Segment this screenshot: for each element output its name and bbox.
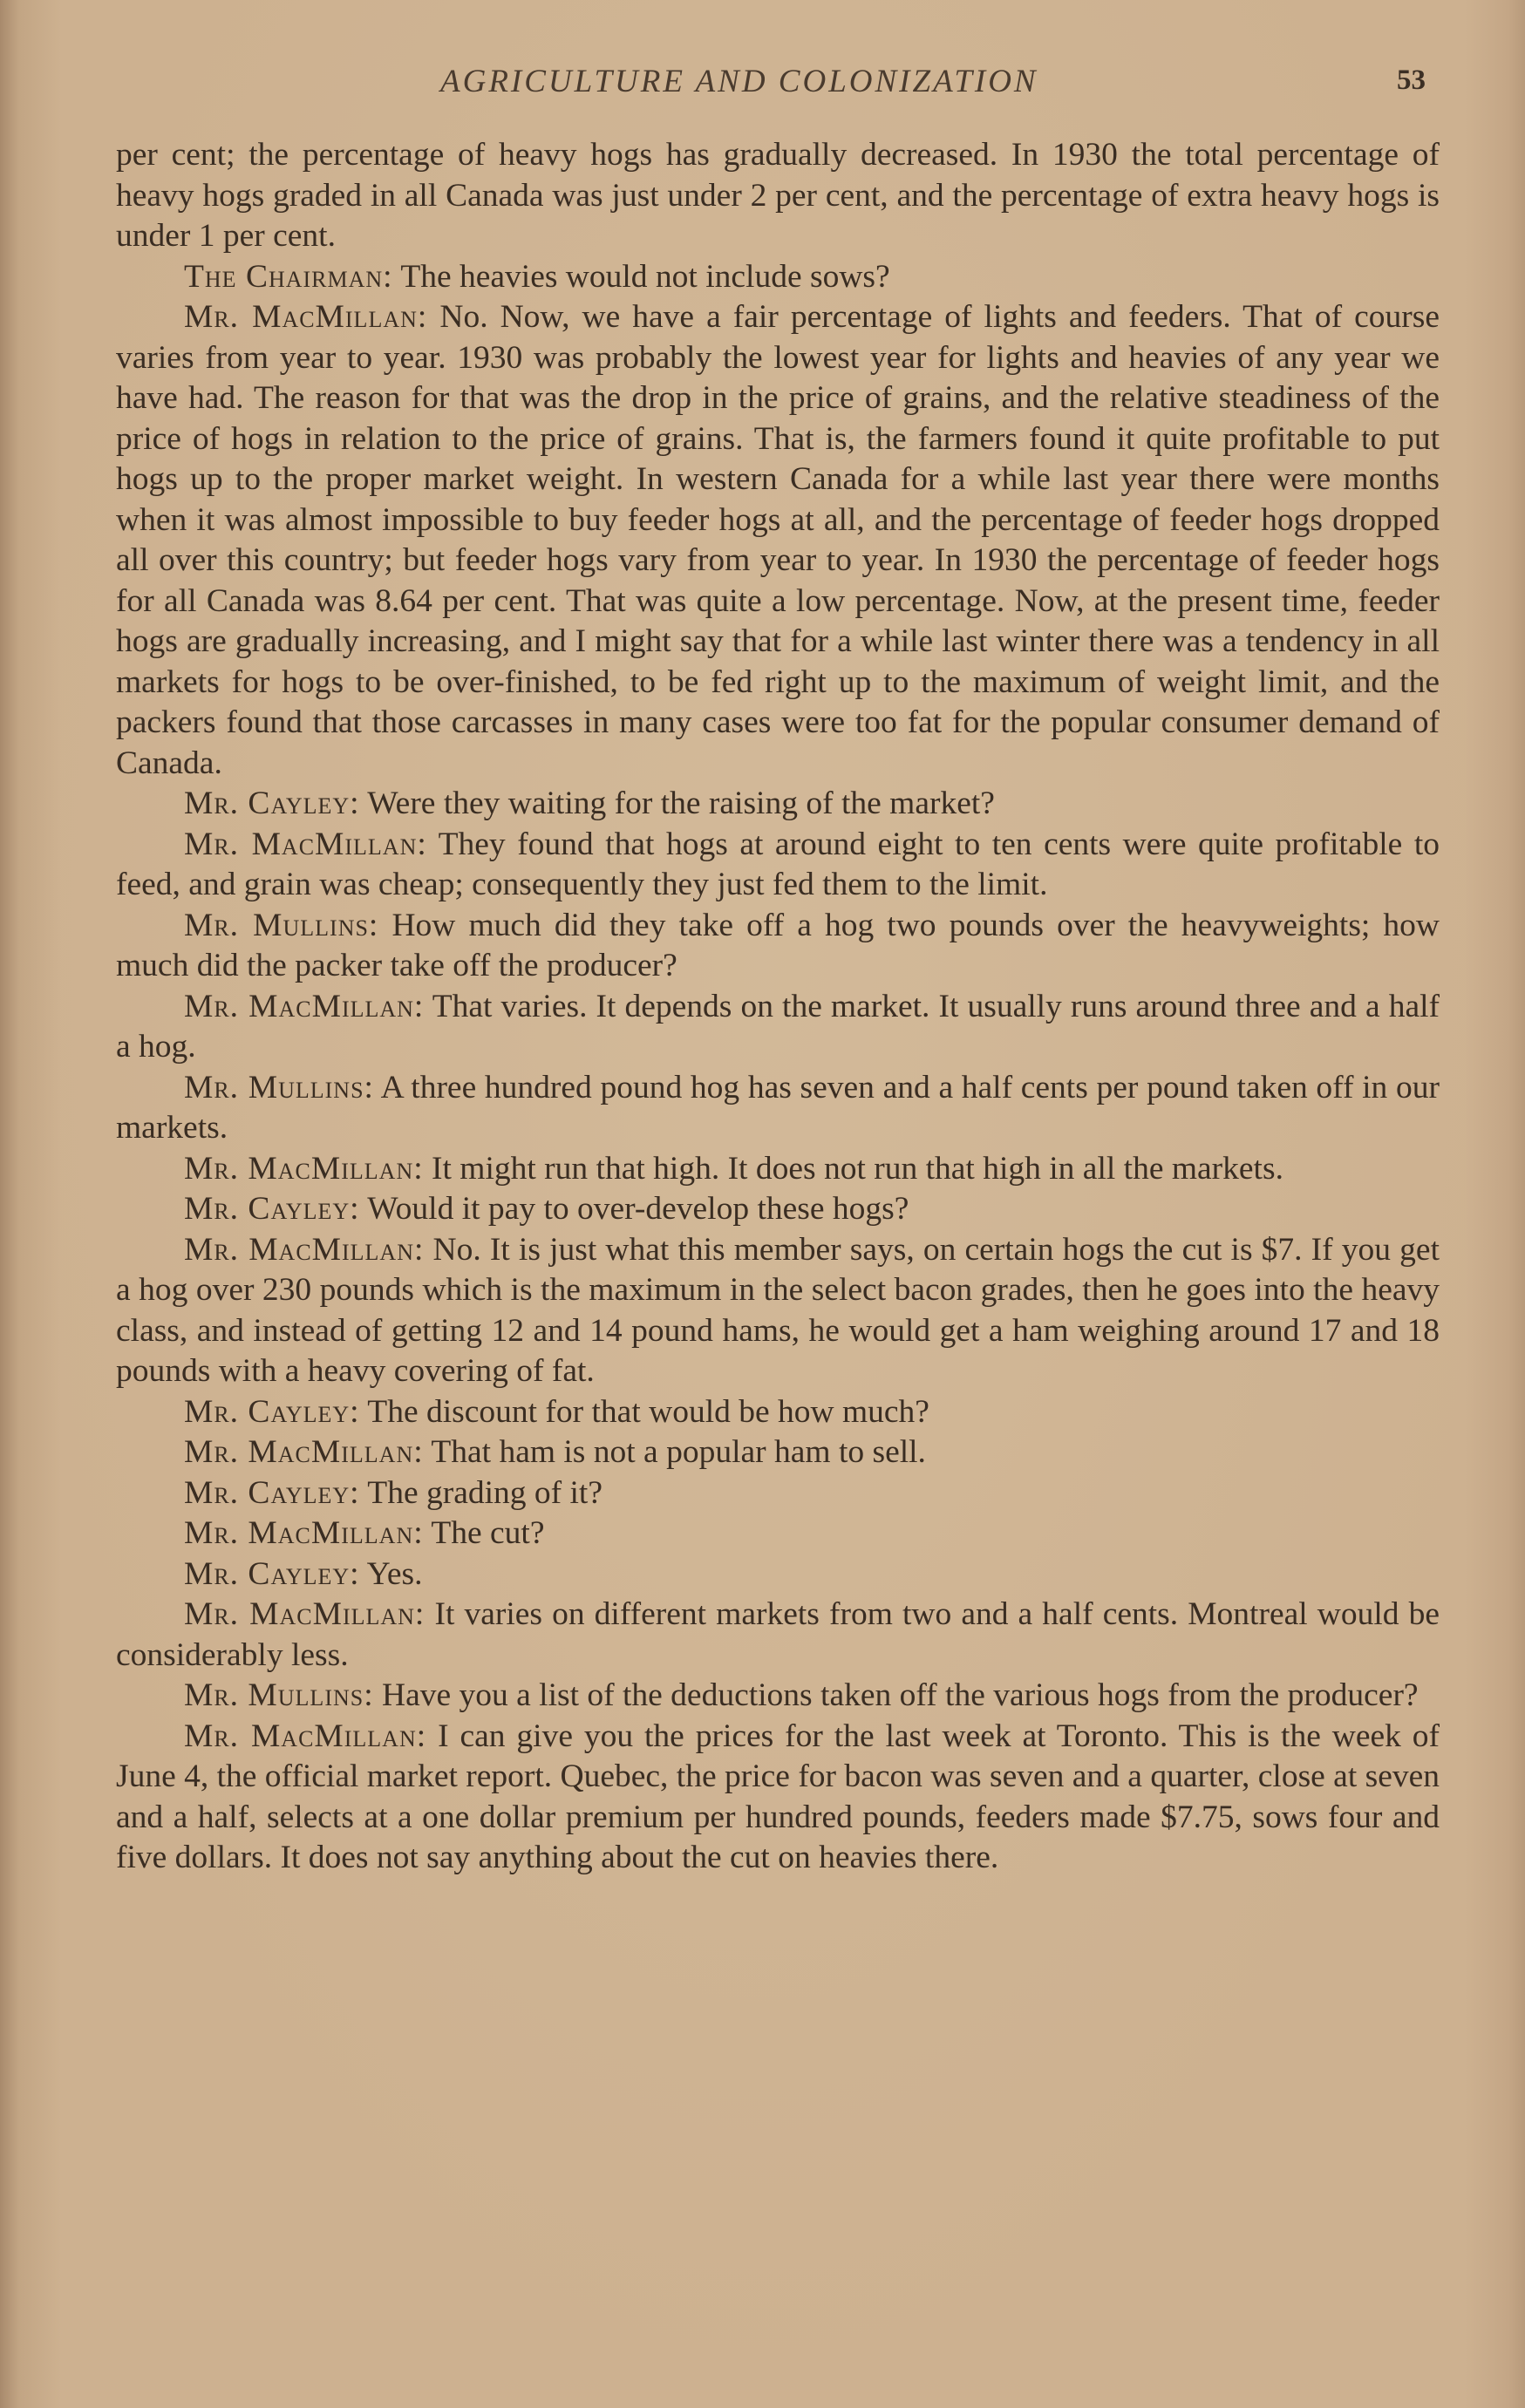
speaker-name: Mr. MacMillan: — [184, 826, 427, 862]
paragraph-text: It might run that high. It does not run that high in all the markets. — [432, 1150, 1283, 1187]
speaker-name: Mr. Cayley: — [184, 1474, 360, 1511]
paragraph — [116, 1068, 1440, 1149]
speaker-name: Mr. MacMillan: — [184, 1434, 424, 1470]
speaker-name: Mr. Cayley: — [184, 1393, 360, 1430]
paragraph — [116, 1676, 1440, 1717]
paragraph-text: How much did they take off a hog two pounds over the heavyweights; how much did the packer take off the producer? — [116, 907, 1440, 983]
speaker-name: Mr. Cayley: — [184, 786, 360, 821]
speaker-name: The Chairman: — [184, 258, 393, 295]
speaker-name: Mr. MacMillan: — [184, 1150, 424, 1187]
paragraph-text: No. Now, we have a fair percentage of lights and feeders. That of course varies from year to year. 1930 was probably the lowest year for lights and heavies of any year we have had. The reason for that was the drop in the price of grains, and the relative steadiness of the price of hogs in relation to the price of grains. That is, the farmers found it quite profitable to put hogs up to the proper market weight. In western Canada for a while last year there were months when it was almost impossible to buy feeder hogs at all, and the percentage of feeder hogs dropped all over this country; but feeder hogs vary from year to year. In 1930 the percentage of feeder hogs for all Canada was 8.64 per cent. That was quite a low percentage. Now, at the present time, feeder hogs are gradually increasing, and I might say that for a while last winter there was a tendency in all markets for hogs to be over-finished, to be fed right up to the maximum of weight limit, and the packers found that those carcasses in many cases were too fat for the popular consumer demand of Canada. — [116, 299, 1440, 781]
speaker-name: Mr. MacMillan: — [184, 988, 425, 1024]
paragraph-text: No. It is just what this member says, on certain hogs the cut is $7. If you get a hog over 230 pounds which is the maximum in the select bacon grades, then he goes into the heavy class, and instead of getting 12 and 14 pound hams, he would get a ham weighing around 17 and 18 pounds with a heavy covering of fat. — [116, 1231, 1440, 1389]
paragraph — [116, 784, 1440, 825]
paragraph — [116, 1473, 1440, 1514]
paragraph — [116, 257, 1440, 298]
paragraph-text: A three hundred pound hog has seven and a half cents per pound taken off in our markets. — [116, 1069, 1440, 1146]
speaker-name: Mr. Mullins: — [184, 1069, 374, 1105]
paragraph-text: Have you a list of the deductions taken off the various hogs from the producer? — [382, 1677, 1419, 1713]
paragraph-text: That varies. It depends on the market. It usually runs around three and a half a hog. — [116, 988, 1440, 1065]
paragraph — [116, 135, 1440, 257]
speaker-name: Mr. Cayley: — [184, 1555, 360, 1592]
paragraph-text: The heavies would not include sows? — [400, 258, 890, 295]
transcript-body — [116, 135, 1440, 1879]
paragraph-text: I can give you the prices for the last week at Toronto. This is the week of June 4, the official market report. Quebec, the price for bacon was seven and a quarter, close at seven and a half, selects at a one dollar premium per hundred pounds, feeders made $7.75, sows four and five dollars. It does not say anything about the cut on heavies there. — [116, 1718, 1440, 1875]
paragraph — [116, 1230, 1440, 1392]
speaker-name: Mr. MacMillan: — [184, 1596, 426, 1632]
speaker-name: Mr. Cayley: — [184, 1191, 360, 1227]
paragraph-text: per cent; the percentage of heavy hogs has gradually decreased. In 1930 the total percentage of heavy hogs graded in all Canada was just under 2 per cent, and the percentage of extra heavy hogs is under 1 per cent. — [116, 137, 1440, 254]
paragraph-text: The cut? — [431, 1515, 545, 1551]
speaker-name: Mr. Mullins: — [184, 1677, 374, 1713]
paragraph-text: Were they waiting for the raising of the market? — [367, 786, 995, 821]
paragraph-text: They found that hogs at around eight to ten cents were quite profitable to feed, and grain was cheap; consequently they just fed them to the limit. — [116, 826, 1440, 902]
paragraph — [116, 1554, 1440, 1595]
page-header — [0, 63, 1525, 112]
paragraph — [116, 906, 1440, 987]
speaker-name: Mr. MacMillan: — [184, 1231, 425, 1268]
paragraph-text: The discount for that would be how much? — [367, 1393, 929, 1430]
paragraph — [116, 1189, 1440, 1230]
paragraph — [116, 1717, 1440, 1879]
paragraph — [116, 1432, 1440, 1473]
paragraph — [116, 1514, 1440, 1554]
paragraph — [116, 1595, 1440, 1676]
paragraph-text: Would it pay to over-develop these hogs? — [367, 1191, 909, 1227]
paragraph-text: That ham is not a popular ham to sell. — [431, 1434, 926, 1470]
running-title: AGRICULTURE AND COLONIZATION — [440, 64, 1038, 99]
paragraph — [116, 987, 1440, 1068]
speaker-name: Mr. MacMillan: — [184, 299, 428, 335]
paragraph — [116, 1149, 1440, 1190]
paragraph-text: The grading of it? — [367, 1474, 603, 1511]
speaker-name: Mr. MacMillan: — [184, 1718, 427, 1754]
paragraph-text: Yes. — [366, 1555, 423, 1592]
page-number: 53 — [1397, 65, 1426, 96]
speaker-name: Mr. Mullins: — [184, 907, 379, 943]
paragraph-text: It varies on different markets from two and a half cents. Montreal would be considerably less. — [116, 1596, 1440, 1673]
paragraph — [116, 297, 1440, 784]
paragraph — [116, 1392, 1440, 1433]
speaker-name: Mr. MacMillan: — [184, 1515, 424, 1551]
paragraph — [116, 825, 1440, 906]
